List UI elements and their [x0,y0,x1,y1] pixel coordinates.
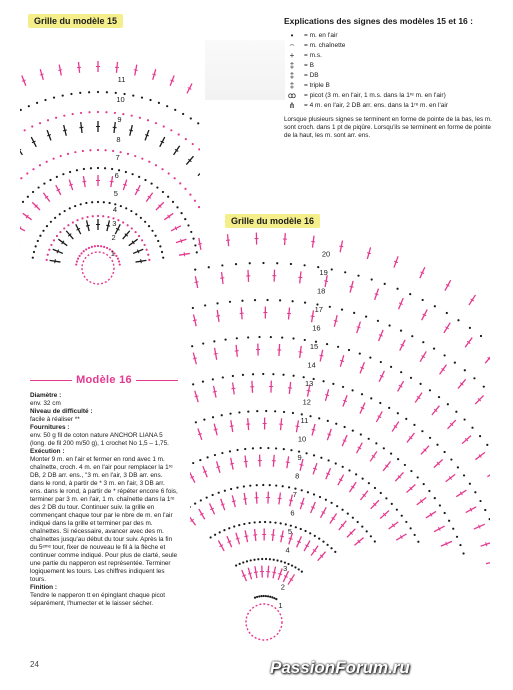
legend-item [284,90,494,100]
spec-block [30,392,178,408]
legend-item-text: = m. chaînette [304,41,346,49]
model16-rule-left [30,380,72,381]
treble-icon: ‡ [289,60,295,70]
center-ring [246,604,282,640]
legend-item [284,60,494,70]
legend-item [284,80,494,90]
spec-label: Fournitures : [30,424,70,431]
round-number: 9 [117,115,122,124]
round-number: 9 [297,453,302,462]
stitch-row [50,219,147,263]
spec-label: Niveau de difficulté : [30,408,93,415]
legend-note: Lorsque plusieurs signes se terminent en forme de pointe de la bas, les m. sont croch. dans 1 pt de piqûre. Lorsqu'ils se terminent en forme de pointe de la haut, les m. sont arr. ens. [284,116,492,139]
spec-label: Exécution : [30,448,65,455]
triple-treble-icon: ‡ [289,80,295,90]
round-number: 14 [307,360,316,370]
symbol-legend [284,16,494,140]
round-number: 13 [305,379,314,388]
round-number: 8 [295,471,300,481]
legend-item-text: = B [304,61,314,69]
round-number: 7 [292,490,297,499]
legend-item [284,30,494,40]
stitch-row [190,344,490,595]
dot-icon: • [290,30,294,40]
spec-text: env. 50 g fil de coton nature ANCHOR LIANA 5 (long. de fil 200 m/50 g), 1 crochet No 1,5 – 1,75. [30,432,169,447]
round-number: 4 [285,545,290,555]
legend-item-text: = picot (3 m. en l'air, 1 m.s. dans la 1ʳᵉ m. en l'air) [304,91,446,99]
spec-label: Diamètre : [30,392,62,399]
legend-item-text: = 4 m. en l'air, 2 DB arr. ens. dans la 1ʳᵉ m. en l'air [304,101,448,109]
spec-label: Finition : [30,584,57,591]
round-number: 10 [116,95,125,104]
stitch-row [190,455,406,541]
stitch-row [20,121,200,248]
chain-row [190,299,490,656]
model16-section [30,374,178,608]
round-number: 10 [297,434,307,444]
round-number: 5 [287,527,293,536]
round-number: 1 [278,601,283,610]
chain-row [190,410,465,555]
grid16-title: Grille du modèle 16 [225,214,320,228]
grid15-title: Grille du modèle 15 [28,14,123,28]
chain-row [190,373,490,578]
page-number: 24 [30,660,39,669]
spec-text: Tendre le napperon tt en épinglant chaque picot séparément, l'humecter et le laisser sécher. [30,592,166,607]
chain-row [190,262,490,656]
stitch-row [20,61,200,238]
chain-icon: ⌢ [289,40,295,49]
model16-specs [30,392,178,608]
legend-item [284,100,494,110]
round-number: 19 [319,268,328,277]
legend-item [284,40,494,50]
stitch-row [190,381,490,565]
double-treble-icon: ‡ [289,70,295,80]
round-number: 2 [280,582,285,592]
round-number: 4 [112,205,118,214]
legend-item-text: = triple B [304,81,330,89]
round-number: 3 [112,219,117,228]
chain-row [20,149,200,251]
model16-title: Modèle 16 [76,374,132,386]
round-number: 18 [317,286,326,296]
cluster-icon: ⋔ [288,100,296,110]
spec-block [30,448,178,584]
spec-block [30,408,178,424]
chain-row [235,558,303,573]
chain-row [20,91,200,242]
spec-block [30,424,178,448]
spec-block [30,584,178,608]
grid16-diagram [190,226,490,656]
round-number: 1 [110,249,115,258]
legend-item-text: = m.s. [304,51,322,59]
round-number: 12 [302,397,311,407]
legend-list [284,30,494,110]
stitch-row [190,492,364,546]
legend-item [284,70,494,80]
round-number: 5 [113,189,118,198]
stitch-row [190,418,452,547]
round-number: 7 [115,153,120,162]
spec-text: Monter 9 m. en l'air et fermer en rond avec 1 m. chaînette, croch. 4 m. en l'air pour remplacer la 1ʳᵉ DB, 2 DB arr. ens., "3 m. en l'air, 3 DB arr. ens. dans le rond, à partir de * 3 m. en l'air, 3 DB arr. ens. dans le rond, à partir de * répéter encore 6 fois, terminer par 3 m. en l'air, 1 m. chaînette dans la 1ʳᵉ des 2 DB du tour. Continuer suiv. la grille en commençant chaque tour par le nbre de m. en l'air indiqué dans la grille et terminer par des m. chaînettes. Si nécessaire, avancer avec des m. chaînettes jusqu'au début du tour suiv. Après la fin du 5ᵉᵐᵉ tour, fixer de nouveau le fil à la flèche et continuer comme indiqué. Pour plus de clarté, seule une partie du napperon est représentée. Terminer logiquement les tours. Les chiffres indiquent les tours. [30,456,178,583]
round-number: 16 [312,323,321,333]
chain-row [190,336,490,614]
chain-row [20,167,198,254]
chain-row [190,447,419,543]
round-number: 15 [309,342,319,351]
legend-title: Explications des signes des modèles 15 et 16 : [284,16,473,26]
round-number: 2 [111,233,116,242]
grid15-diagram [20,28,200,308]
spec-text: facile à réaliser ** [30,416,80,423]
round-number: 17 [314,305,323,314]
round-number: 3 [283,564,288,573]
center-ring [82,252,114,284]
round-number: 6 [114,171,119,180]
plus-icon: + [289,50,295,60]
round-number: 11 [300,416,309,425]
round-number: 8 [116,135,121,144]
stitch-row [190,233,490,656]
chain-row [254,595,278,600]
spec-text: env. 32 cm [30,400,61,407]
watermark-logo: PassionForum.ru [270,658,410,677]
round-number: 11 [117,75,126,84]
model16-rule-right [136,380,178,381]
legend-item-text: = DB [304,71,319,79]
legend-item-text: = m. en l'air [304,31,338,39]
round-number: 20 [321,249,331,259]
round-number: 6 [290,508,295,518]
picot-icon: ꝏ [287,90,297,100]
faint-bleed-text [205,40,285,100]
stitch-row [20,175,190,256]
legend-item [284,50,494,60]
stitch-row [190,270,490,656]
